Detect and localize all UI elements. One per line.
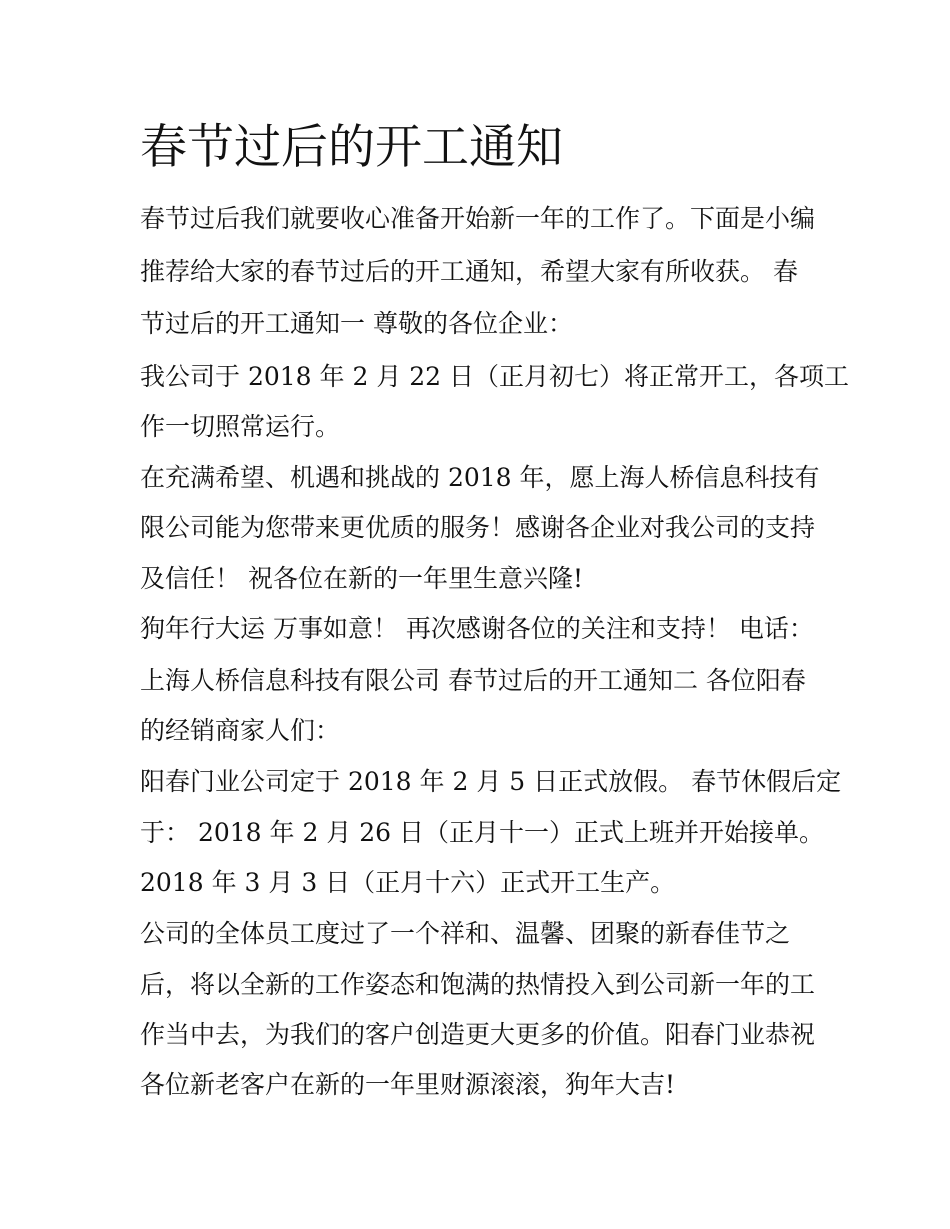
body-line: 我公司于 2018 年 2 月 22 日（正月初七）将正常开工，各项工 [140,362,850,391]
body-line: 推荐给大家的春节过后的开工通知，希望大家有所收获。 春 [140,257,798,286]
body-line: 狗年行大运 万事如意！ 再次感谢各位的关注和支持！ 电话： [140,614,814,643]
body-line: 各位新老客户在新的一年里财源滚滚，狗年大吉! [140,1070,676,1099]
body-line: 公司的全体员工度过了一个祥和、温馨、团聚的新春佳节之 [140,919,791,948]
body-line: 于： 2018 年 2 月 26 日（正月十一）正式上班并开始接单。 [140,818,825,847]
body-line: 的经销商家人们： [140,716,341,745]
body-line: 作一切照常运行。 [140,412,341,441]
body-line: 春节过后我们就要收心准备开始新一年的工作了。下面是小编 [140,204,816,233]
body-line: 上海人桥信息科技有限公司 春节过后的开工通知二 各位阳春 [140,666,806,695]
body-line: 限公司能为您带来更优质的服务！感谢各企业对我公司的支持 [140,513,816,542]
body-line: 后，将以全新的工作姿态和饱满的热情投入到公司新一年的工 [140,970,816,999]
body-line: 作当中去，为我们的客户创造更大更多的价值。阳春门业恭祝 [140,1020,816,1049]
body-line: 阳春门业公司定于 2018 年 2 月 5 日正式放假。 春节休假后定 [140,767,842,796]
body-line: 节过后的开工通知一 尊敬的各位企业： [140,309,573,338]
document-title: 春节过后的开工通知 [140,120,563,175]
body-line: 及信任！ 祝各位在新的一年里生意兴隆! [140,564,583,593]
body-line: 在充满希望、机遇和挑战的 2018 年，愿上海人桥信息科技有 [140,463,820,492]
body-line: 2018 年 3 月 3 日（正月十六）正式开工生产。 [140,868,676,897]
